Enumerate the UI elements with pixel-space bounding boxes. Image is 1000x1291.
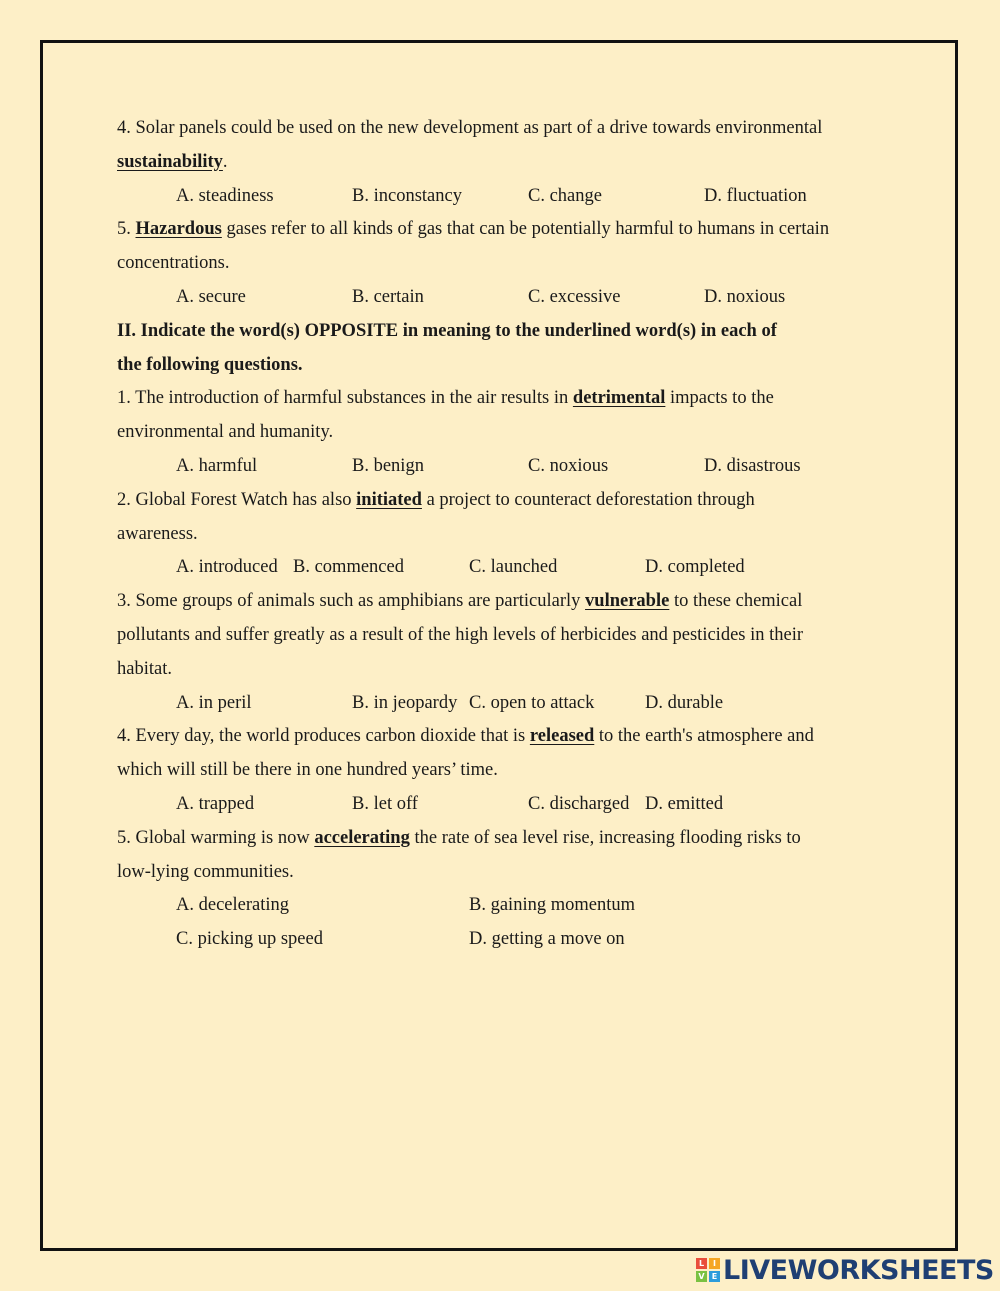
option-c[interactable]: C. open to attack [469,692,595,713]
option-a[interactable]: A. in peril [176,692,252,713]
option-d[interactable]: D. completed [645,557,745,578]
opposite-question-1-options [117,450,887,484]
logo-cube: L [696,1258,707,1269]
opposite-question-4-line2: which will still be there in one hundred years’ time. [117,760,498,781]
logo-cube: E [709,1271,720,1282]
option-c[interactable]: C. picking up speed [176,929,323,950]
option-d[interactable]: D. fluctuation [704,185,807,206]
opposite-question-5-options-row2 [117,923,887,957]
logo-cubes-icon [696,1258,720,1282]
keyword-sustainability: sustainability [117,151,223,172]
option-b[interactable]: B. certain [352,286,424,307]
section-2-heading-line1: II. Indicate the word(s) OPPOSITE in meaning to the underlined word(s) in each of [117,320,777,341]
option-c[interactable]: C. discharged [528,793,630,814]
keyword-initiated: initiated [356,489,422,510]
opposite-question-3-line3: habitat. [117,658,172,679]
opposite-question-5-options-row1 [117,889,887,923]
brand-name: LIVEWORKSHEETS [723,1254,994,1286]
option-d[interactable]: D. noxious [704,286,786,307]
option-a[interactable]: A. harmful [176,455,258,476]
question-4-options [117,180,887,214]
option-b[interactable]: B. gaining momentum [469,895,635,916]
option-b[interactable]: B. inconstancy [352,185,462,206]
logo-cube: I [709,1258,720,1269]
opposite-question-1-line2: environmental and humanity. [117,422,334,443]
option-a[interactable]: A. steadiness [176,185,274,206]
liveworksheets-logo[interactable] [696,1254,994,1286]
option-c[interactable]: C. excessive [528,286,621,307]
logo-cube: V [696,1271,707,1282]
opposite-question-2-line1: 2. Global Forest Watch has also initiated a project to counteract deforestation through [117,489,755,510]
opposite-question-3-line2: pollutants and suffer greatly as a result of the high levels of herbicides and pesticides in their [117,624,804,645]
option-b[interactable]: B. benign [352,455,424,476]
opposite-question-2-line2: awareness. [117,523,198,544]
opposite-question-3-options [117,687,887,721]
opposite-question-4-options [117,788,887,822]
keyword-detrimental: detrimental [572,388,666,409]
opposite-question-5-line2: low-lying communities. [117,861,294,882]
section-2-heading-line2: the following questions. [117,354,303,375]
option-a[interactable]: A. trapped [176,793,255,814]
keyword-accelerating: accelerating [314,827,410,848]
question-4-line2: sustainability. [117,151,228,172]
option-a[interactable]: A. introduced [176,557,278,578]
opposite-question-3-line1: 3. Some groups of animals such as amphibians are particularly vulnerable to these chemical [117,591,803,612]
option-d[interactable]: D. emitted [645,793,724,814]
option-d[interactable]: D. durable [645,692,724,713]
worksheet-content [117,112,887,957]
keyword-hazardous: Hazardous [135,219,222,240]
option-c[interactable]: C. change [528,185,602,206]
option-c[interactable]: C. noxious [528,455,609,476]
option-a[interactable]: A. secure [176,286,246,307]
keyword-vulnerable: vulnerable [585,591,670,612]
opposite-question-5-line1: 5. Global warming is now accelerating the rate of sea level rise, increasing flooding risks to [117,827,801,848]
option-d[interactable]: D. getting a move on [469,929,625,950]
keyword-released: released [529,726,595,747]
option-d[interactable]: D. disastrous [704,455,801,476]
question-5-line1: 5. Hazardous gases refer to all kinds of gas that can be potentially harmful to humans in certain [117,219,830,240]
option-b[interactable]: B. in jeopardy [352,692,458,713]
option-c[interactable]: C. launched [469,557,558,578]
opposite-question-2-options [117,551,887,585]
opposite-question-1-line1: 1. The introduction of harmful substances in the air results in detrimental impacts to the [117,388,774,409]
question-5-line2: concentrations. [117,253,230,274]
question-5-options [117,281,887,315]
option-a[interactable]: A. decelerating [176,895,289,916]
option-b[interactable]: B. commenced [293,557,404,578]
opposite-question-4-line1: 4. Every day, the world produces carbon dioxide that is released to the earth's atmosphere and [117,726,814,747]
option-b[interactable]: B. let off [352,793,418,814]
question-4-line1: 4. Solar panels could be used on the new development as part of a drive towards environmental [117,118,823,138]
